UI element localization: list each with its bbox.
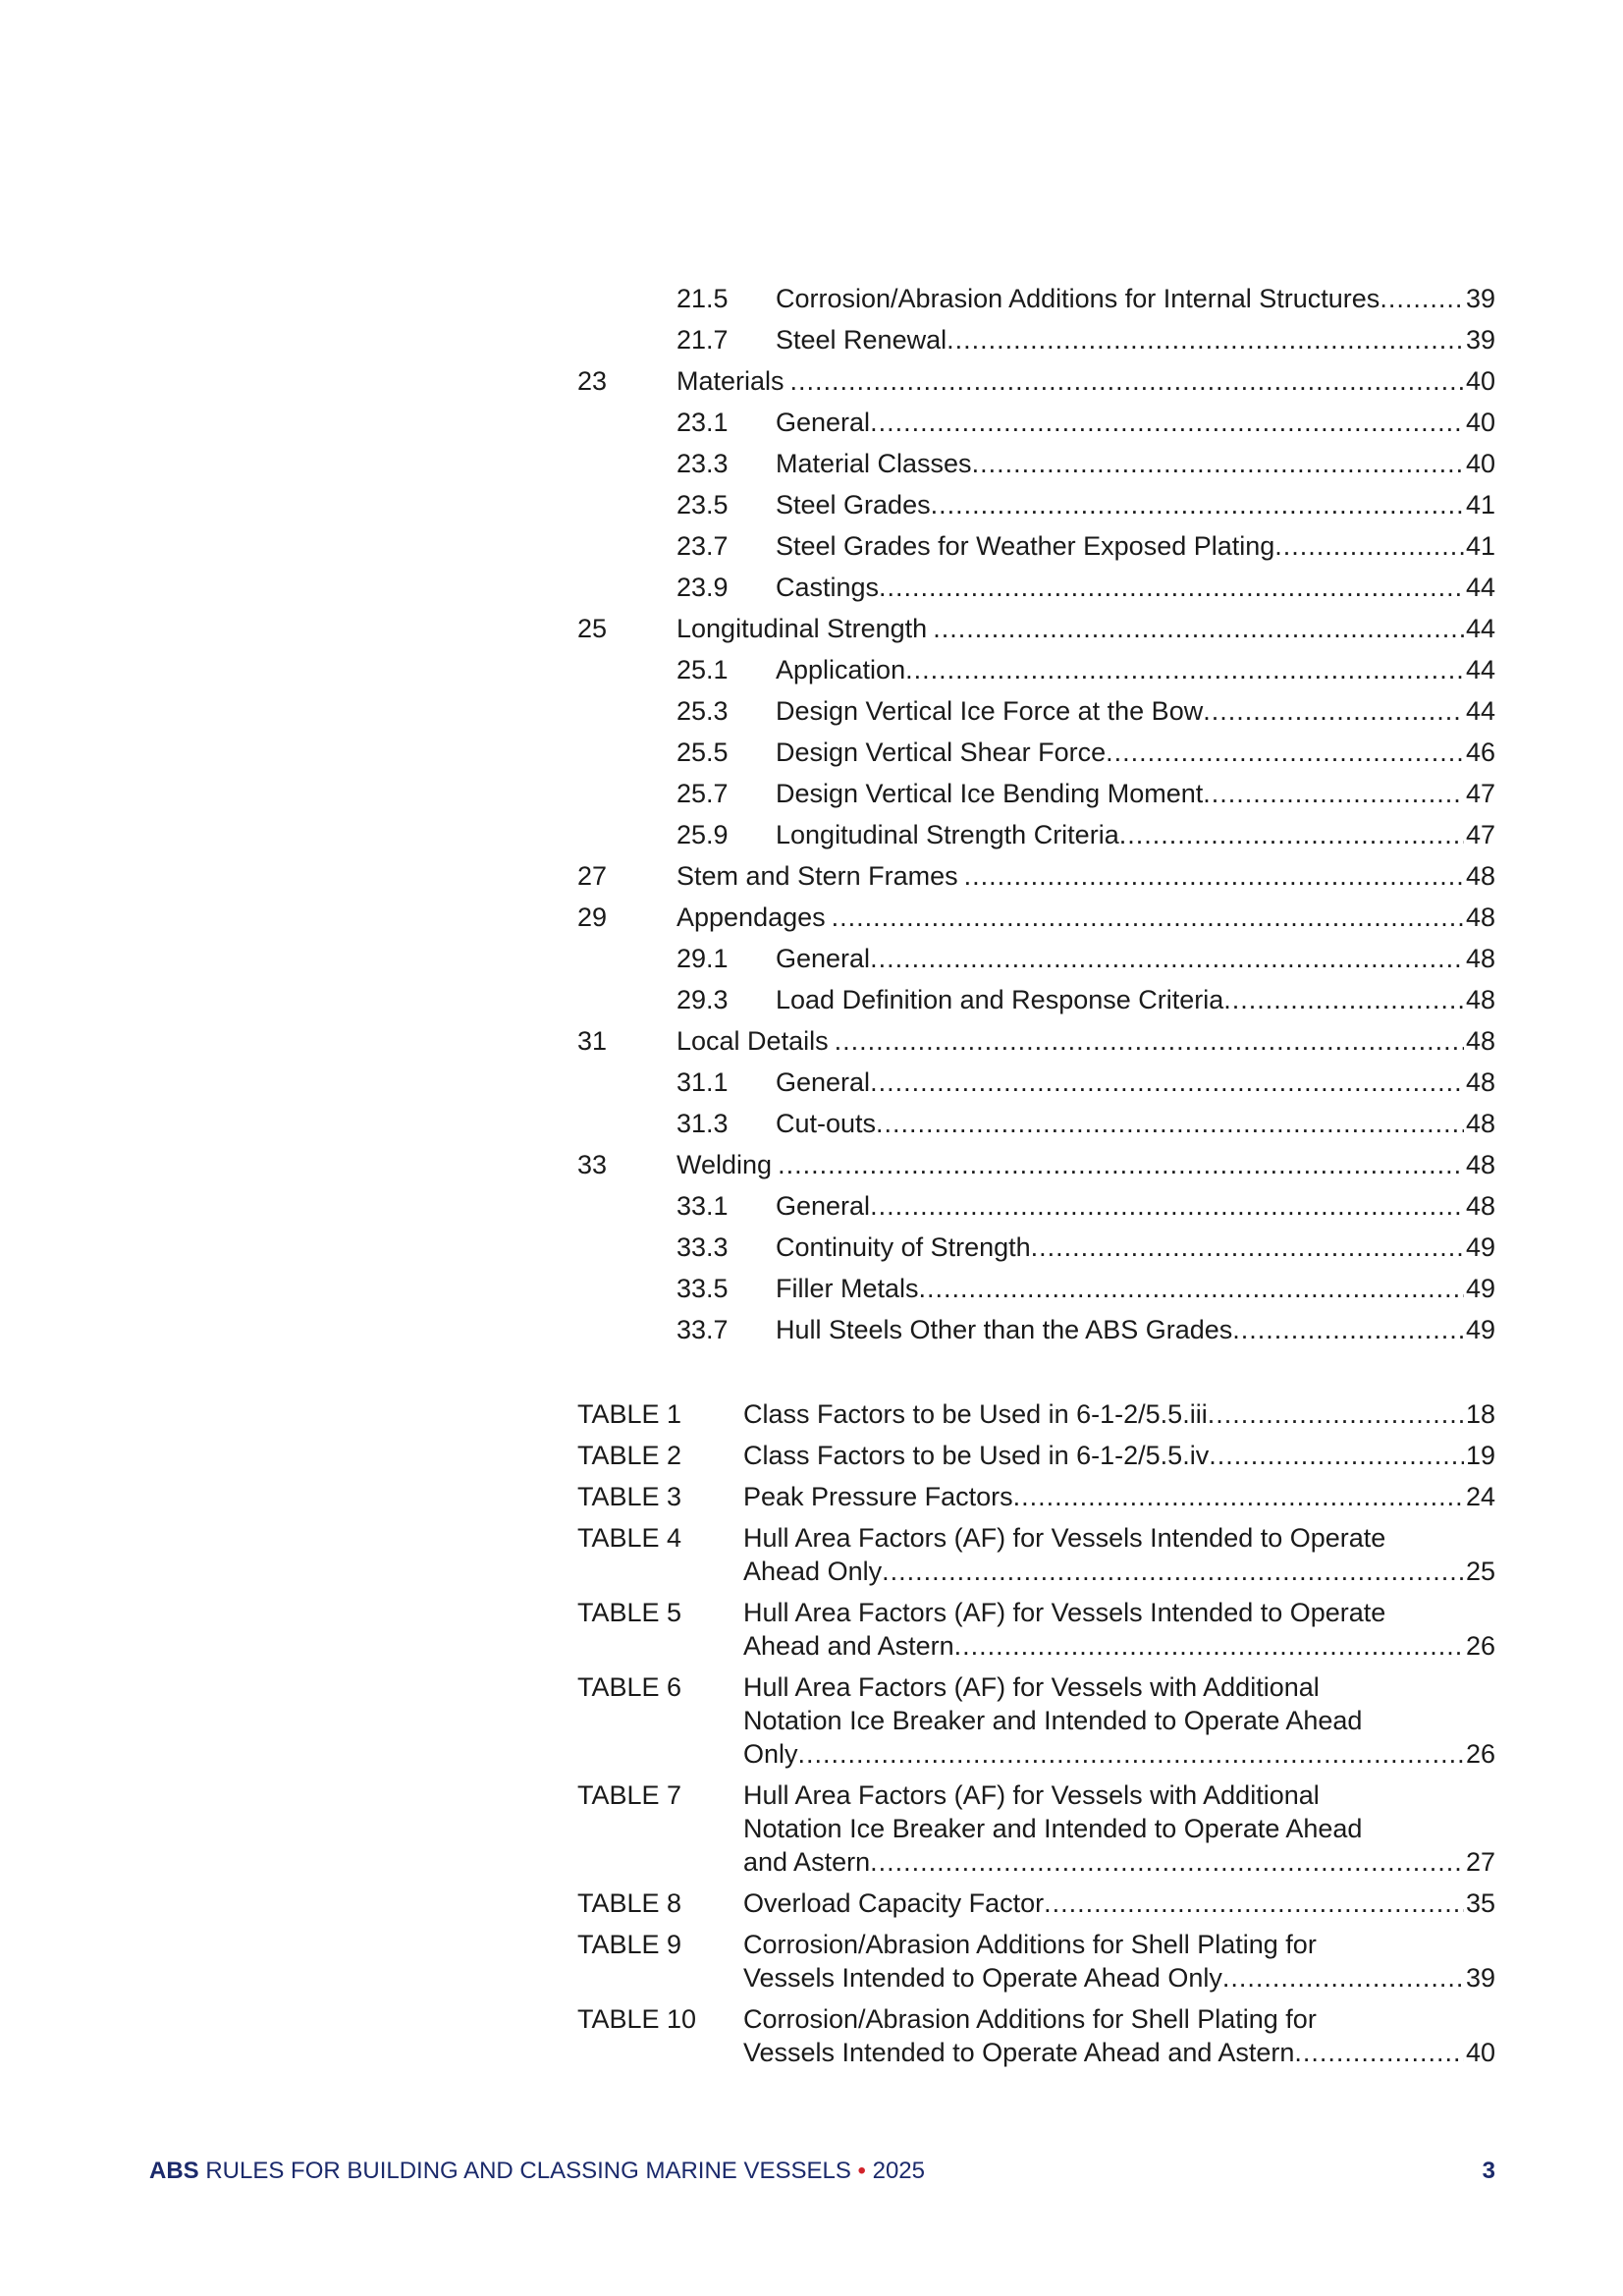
toc-entry-title: Castings (776, 573, 880, 602)
toc-entry (776, 1062, 1495, 1103)
toc-entry-page: 39 (1465, 284, 1495, 313)
toc-entry-number: 21.7 (676, 325, 729, 355)
toc-entry-page: 47 (1465, 779, 1495, 808)
toc-table-page: 27 (1465, 1847, 1495, 1877)
toc-table-entry (743, 1670, 1495, 1771)
toc-table-title-line: Overload Capacity Factor (743, 1888, 1045, 1918)
toc-leader-dots (778, 1144, 1464, 1185)
toc-table-entry (743, 1397, 1495, 1431)
toc-entry-title: Steel Grades for Weather Exposed Plating (776, 531, 1275, 561)
toc-entry-page: 48 (1465, 1067, 1495, 1097)
toc-table-title-line: Corrosion/Abrasion Additions for Shell Plating for (743, 2004, 1317, 2034)
toc-table-page: 26 (1465, 1631, 1495, 1661)
toc-table-entry (743, 1596, 1495, 1663)
toc-entry (776, 1185, 1495, 1227)
toc-entry (676, 1020, 1495, 1062)
toc-table-title-line: Ahead Only (743, 1557, 883, 1586)
toc-table-last-line (743, 1397, 1495, 1431)
footer-brand: ABS (149, 2158, 199, 2184)
toc-entry-page: 40 (1465, 366, 1495, 396)
toc-entry (776, 443, 1495, 484)
toc-table-page: 18 (1465, 1399, 1495, 1429)
toc-leader-dots (954, 1629, 1464, 1663)
toc-table-title-line: Hull Area Factors (AF) for Vessels Intended to Operate (743, 1523, 1386, 1553)
toc-entry-number: 23.7 (676, 531, 729, 561)
toc-leader-dots (870, 1185, 1464, 1227)
toc-table-title-line: and Astern (743, 1847, 871, 1877)
toc-entry-title: Local Details (676, 1026, 829, 1056)
toc-entry-title: Appendages (676, 902, 826, 932)
toc-leader-dots (1106, 732, 1464, 773)
toc-entry-number: 33.5 (676, 1274, 729, 1303)
toc-entry (776, 319, 1495, 360)
toc-entry-title: Longitudinal Strength Criteria (776, 820, 1119, 849)
toc-entry-page: 39 (1465, 325, 1495, 355)
toc-table-title-line: Corrosion/Abrasion Additions for Shell Plating for (743, 1930, 1317, 1959)
toc-table-row[interactable] (577, 1928, 1495, 2002)
toc-leader-dots (972, 443, 1464, 484)
toc-subsection-row[interactable] (577, 402, 1495, 443)
toc-entry-number: 29.3 (676, 985, 729, 1014)
toc-entry-number: 31.1 (676, 1067, 729, 1097)
toc-entry-title: Longitudinal Strength (676, 614, 928, 643)
toc-entry-title: Filler Metals (776, 1274, 919, 1303)
toc-table-number: TABLE 4 (577, 1523, 682, 1553)
toc-entry-title: Hull Steels Other than the ABS Grades (776, 1315, 1233, 1344)
toc-leader-dots (1232, 1309, 1464, 1350)
toc-table-title-line: Ahead and Astern (743, 1631, 954, 1661)
toc-entry-page: 47 (1465, 820, 1495, 849)
toc-entry (776, 1268, 1495, 1309)
toc-entry-title: Design Vertical Ice Bending Moment (776, 779, 1204, 808)
toc-entry-page: 44 (1465, 573, 1495, 602)
toc-table-title-line: Hull Area Factors (AF) for Vessels with Additional (743, 1672, 1320, 1702)
toc-entry-title: Stem and Stern Frames (676, 861, 958, 891)
toc-table-page: 26 (1465, 1739, 1495, 1769)
toc-leader-dots (835, 1020, 1464, 1062)
toc-entry-title: Load Definition and Response Criteria (776, 985, 1224, 1014)
toc-table-last-line (743, 1480, 1495, 1513)
toc-subsection-row[interactable] (577, 1309, 1495, 1350)
toc-entry-number: 25.9 (676, 820, 729, 849)
toc-table-row[interactable] (577, 1480, 1495, 1521)
footer-year: 2025 (872, 2158, 925, 2184)
toc-entry (676, 897, 1495, 938)
toc-subsection-row[interactable] (577, 979, 1495, 1020)
toc-entry-number: 27 (577, 861, 608, 891)
toc-leader-dots (964, 855, 1464, 897)
toc-leader-dots (1223, 979, 1464, 1020)
toc-entry (776, 402, 1495, 443)
toc-section-row[interactable] (577, 608, 1495, 649)
toc-entry-title: General (776, 944, 871, 973)
toc-table-entry (743, 1480, 1495, 1513)
toc-table-title-line: Only (743, 1739, 798, 1769)
toc-table-row[interactable] (577, 1778, 1495, 1886)
toc-table-page: 24 (1465, 1482, 1495, 1511)
footer-title: RULES FOR BUILDING AND CLASSING MARINE VESSELS (205, 2158, 851, 2184)
toc-entry (776, 278, 1495, 319)
toc-table-entry (743, 1521, 1495, 1588)
toc-table-number: TABLE 8 (577, 1888, 682, 1918)
toc-subsection-row[interactable] (577, 1062, 1495, 1103)
toc-table-page: 19 (1465, 1441, 1495, 1470)
toc-entry-page: 48 (1465, 1150, 1495, 1179)
toc-entry-page: 48 (1465, 1191, 1495, 1221)
toc-table-last-line (743, 2036, 1495, 2069)
toc-table-page: 25 (1465, 1557, 1495, 1586)
toc-table-row[interactable] (577, 1521, 1495, 1596)
toc-table-last-line (743, 1555, 1495, 1588)
footer-page-number: 3 (1482, 2158, 1495, 2184)
toc-entry-number: 31.3 (676, 1109, 729, 1138)
toc-subsection-row[interactable] (577, 773, 1495, 814)
toc-table-title-line: Vessels Intended to Operate Ahead Only (743, 1963, 1222, 1993)
toc-leader-dots (1044, 1886, 1464, 1920)
toc-entry (776, 773, 1495, 814)
toc-table-title-line: Hull Area Factors (AF) for Vessels Intended to Operate (743, 1598, 1386, 1627)
toc-entry-title: Steel Grades (776, 490, 931, 519)
toc-subsection-row[interactable] (577, 1103, 1495, 1144)
toc-entry-title: Welding (676, 1150, 773, 1179)
toc-entry (676, 360, 1495, 402)
toc-section-row[interactable] (577, 1144, 1495, 1185)
toc-entry (776, 1103, 1495, 1144)
toc-entry-number: 33.3 (676, 1232, 729, 1262)
toc-section-list (577, 278, 1495, 1350)
toc-leader-dots (931, 484, 1464, 525)
toc-entry-number: 25 (577, 614, 608, 643)
toc-table-number: TABLE 6 (577, 1672, 682, 1702)
toc-entry-number: 21.5 (676, 284, 729, 313)
toc-leader-dots (879, 567, 1464, 608)
toc-entry-title: Cut-outs (776, 1109, 877, 1138)
toc-table-number: TABLE 1 (577, 1399, 682, 1429)
toc-subsection-row[interactable] (577, 319, 1495, 360)
toc-entry-number: 25.3 (676, 696, 729, 726)
toc-leader-dots (870, 1062, 1464, 1103)
toc-leader-dots (876, 1103, 1464, 1144)
toc-entry-page: 48 (1465, 985, 1495, 1014)
toc-entry-number: 23.9 (676, 573, 729, 602)
toc-table-page: 40 (1465, 2038, 1495, 2067)
toc-table-row[interactable] (577, 1670, 1495, 1778)
toc-entry (776, 525, 1495, 567)
toc-entry-title: General (776, 1067, 871, 1097)
toc-subsection-row[interactable] (577, 938, 1495, 979)
toc-leader-dots (1209, 1439, 1464, 1472)
toc-entry (776, 567, 1495, 608)
toc-section-row[interactable] (577, 360, 1495, 402)
toc-subsection-row[interactable] (577, 525, 1495, 567)
toc-entry-number: 31 (577, 1026, 608, 1056)
toc-entry (776, 690, 1495, 732)
toc-entry-page: 44 (1465, 696, 1495, 726)
toc-table-last-line (743, 1886, 1495, 1920)
toc-subsection-row[interactable] (577, 1185, 1495, 1227)
toc-entry (676, 1144, 1495, 1185)
toc-entry (776, 649, 1495, 690)
toc-entry-title: Materials (676, 366, 784, 396)
toc-entry-page: 40 (1465, 449, 1495, 478)
toc-subsection-row[interactable] (577, 690, 1495, 732)
toc-leader-dots (905, 649, 1464, 690)
toc-entry-number: 33.7 (676, 1315, 729, 1344)
toc-table-row[interactable] (577, 1886, 1495, 1928)
toc-table-number: TABLE 10 (577, 2004, 697, 2034)
toc-table-entry (743, 1886, 1495, 1920)
toc-subsection-row[interactable] (577, 1268, 1495, 1309)
toc-entry-number: 25.7 (676, 779, 729, 808)
toc-subsection-row[interactable] (577, 814, 1495, 855)
toc-entry-number: 23.1 (676, 408, 729, 437)
toc-entry (776, 979, 1495, 1020)
toc-entry (776, 938, 1495, 979)
toc-table-row[interactable] (577, 1397, 1495, 1439)
toc-table-last-line (743, 1737, 1495, 1771)
toc-table-entry (743, 2002, 1495, 2069)
toc-leader-dots (947, 319, 1464, 360)
toc-entry-page: 44 (1465, 655, 1495, 684)
toc-leader-dots (1222, 1961, 1464, 1995)
toc-entry-page: 49 (1465, 1315, 1495, 1344)
toc-table-last-line (743, 1439, 1495, 1472)
toc-subsection-row[interactable] (577, 484, 1495, 525)
toc-table-title-line: Vessels Intended to Operate Ahead and Astern (743, 2038, 1295, 2067)
toc-entry-number: 29 (577, 902, 608, 932)
toc-entry (676, 855, 1495, 897)
toc-subsection-row[interactable] (577, 649, 1495, 690)
toc-entry-number: 33.1 (676, 1191, 729, 1221)
toc-table-number: TABLE 5 (577, 1598, 682, 1627)
toc-entry-number: 23 (577, 366, 608, 396)
toc-section-row[interactable] (577, 1020, 1495, 1062)
toc-subsection-row[interactable] (577, 278, 1495, 319)
toc-leader-dots (1203, 773, 1464, 814)
toc-leader-dots (870, 402, 1464, 443)
toc-entry (776, 732, 1495, 773)
toc-table-entry (743, 1439, 1495, 1472)
toc-leader-dots (882, 1555, 1464, 1588)
toc-entry-title: Design Vertical Shear Force (776, 738, 1107, 767)
toc-table-last-line (743, 1629, 1495, 1663)
toc-leader-dots (933, 608, 1464, 649)
toc-leader-dots (870, 938, 1464, 979)
toc-section-row[interactable] (577, 855, 1495, 897)
toc-table-entry (743, 1928, 1495, 1995)
toc-leader-dots (1031, 1227, 1464, 1268)
toc-table-title-line: Class Factors to be Used in 6-1-2/5.5.iii (743, 1399, 1208, 1429)
toc-entry-page: 41 (1465, 490, 1495, 519)
toc-entry-page: 48 (1465, 1109, 1495, 1138)
toc-entry-title: General (776, 1191, 871, 1221)
toc-table-last-line (743, 1845, 1495, 1879)
toc-subsection-row[interactable] (577, 1227, 1495, 1268)
toc-table-number: TABLE 3 (577, 1482, 682, 1511)
toc-entry (776, 1227, 1495, 1268)
table-of-contents (577, 278, 1495, 2077)
toc-entry-number: 23.5 (676, 490, 729, 519)
toc-entry-title: Continuity of Strength (776, 1232, 1031, 1262)
toc-table-row[interactable] (577, 1596, 1495, 1670)
toc-leader-dots (1013, 1480, 1464, 1513)
page-footer (149, 2157, 1495, 2186)
toc-entry-title: Material Classes (776, 449, 972, 478)
toc-entry (776, 484, 1495, 525)
toc-entry-title: Steel Renewal (776, 325, 947, 355)
toc-entry-page: 48 (1465, 944, 1495, 973)
toc-table-title-line: Class Factors to be Used in 6-1-2/5.5.iv (743, 1441, 1210, 1470)
toc-entry-number: 29.1 (676, 944, 729, 973)
toc-table-page: 35 (1465, 1888, 1495, 1918)
toc-table-title-line: Notation Ice Breaker and Intended to Operate Ahead (743, 1814, 1363, 1843)
toc-table-last-line (743, 1961, 1495, 1995)
toc-table-entry (743, 1778, 1495, 1879)
toc-entry-title: General (776, 408, 871, 437)
toc-leader-dots (1119, 814, 1464, 855)
toc-table-title-line: Peak Pressure Factors (743, 1482, 1013, 1511)
toc-entry-title: Application (776, 655, 906, 684)
toc-table-row[interactable] (577, 1439, 1495, 1480)
toc-subsection-row[interactable] (577, 567, 1495, 608)
toc-leader-dots (1203, 690, 1464, 732)
toc-section-row[interactable] (577, 897, 1495, 938)
toc-entry-number: 25.5 (676, 738, 729, 767)
toc-entry-number: 23.3 (676, 449, 729, 478)
toc-subsection-row[interactable] (577, 732, 1495, 773)
toc-table-number: TABLE 7 (577, 1780, 682, 1810)
toc-leader-dots (870, 1845, 1464, 1879)
toc-entry-number: 33 (577, 1150, 608, 1179)
toc-entry-page: 48 (1465, 902, 1495, 932)
toc-entry-page: 44 (1465, 614, 1495, 643)
toc-table-title-line: Notation Ice Breaker and Intended to Operate Ahead (743, 1706, 1363, 1735)
toc-subsection-row[interactable] (577, 443, 1495, 484)
toc-entry (776, 814, 1495, 855)
toc-entry-page: 41 (1465, 531, 1495, 561)
toc-entry-page: 40 (1465, 408, 1495, 437)
toc-table-number: TABLE 2 (577, 1441, 682, 1470)
toc-entry-page: 48 (1465, 1026, 1495, 1056)
toc-leader-dots (919, 1268, 1464, 1309)
toc-entry-page: 46 (1465, 738, 1495, 767)
toc-entry (676, 608, 1495, 649)
toc-table-title-line: Hull Area Factors (AF) for Vessels with Additional (743, 1780, 1320, 1810)
footer-bullet: • (857, 2158, 866, 2184)
toc-table-list (577, 1397, 1495, 2077)
toc-leader-dots (1380, 278, 1464, 319)
toc-leader-dots (832, 897, 1464, 938)
toc-leader-dots (1274, 525, 1464, 567)
toc-entry (776, 1309, 1495, 1350)
toc-leader-dots (1294, 2036, 1464, 2069)
toc-table-page: 39 (1465, 1963, 1495, 1993)
toc-entry-title: Design Vertical Ice Force at the Bow (776, 696, 1204, 726)
toc-leader-dots (790, 360, 1464, 402)
toc-leader-dots (798, 1737, 1464, 1771)
toc-entry-page: 48 (1465, 861, 1495, 891)
toc-entry-page: 49 (1465, 1232, 1495, 1262)
toc-entry-title: Corrosion/Abrasion Additions for Internal Structures (776, 284, 1380, 313)
toc-leader-dots (1208, 1397, 1464, 1431)
toc-table-number: TABLE 9 (577, 1930, 682, 1959)
toc-entry-number: 25.1 (676, 655, 729, 684)
toc-spacer (577, 1350, 1495, 1397)
toc-entry-page: 49 (1465, 1274, 1495, 1303)
toc-table-row[interactable] (577, 2002, 1495, 2077)
